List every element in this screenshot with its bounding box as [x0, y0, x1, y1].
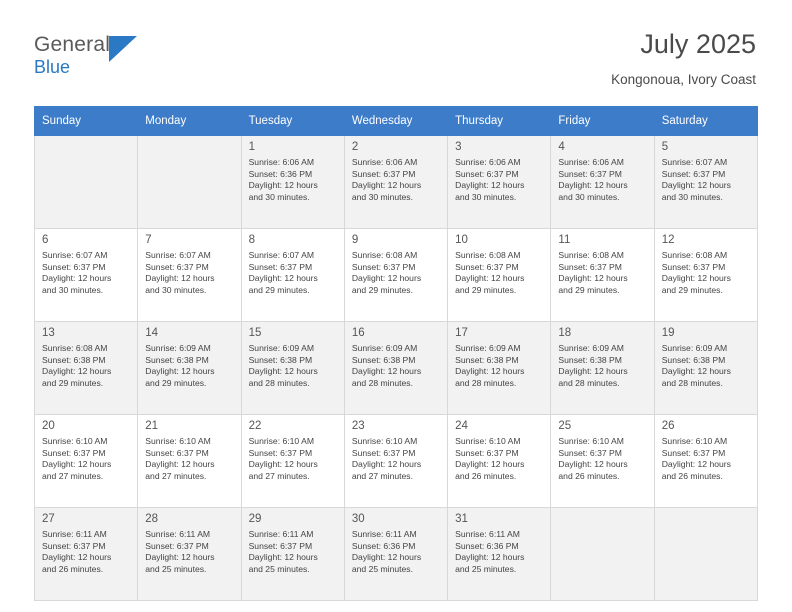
- day-detail-line: Daylight: 12 hours: [661, 180, 731, 191]
- day-details: [42, 529, 131, 575]
- day-detail-line: Sunset: 6:37 PM: [42, 540, 106, 551]
- day-number: 7: [145, 234, 152, 246]
- day-detail-line: Sunrise: 6:07 AM: [661, 157, 728, 167]
- day-detail-line: and 28 minutes.: [455, 377, 517, 388]
- calendar-day-cell[interactable]: [654, 322, 757, 415]
- calendar-week-row: [35, 136, 758, 229]
- day-number: 17: [455, 327, 468, 339]
- day-detail-line: Daylight: 12 hours: [455, 552, 525, 563]
- day-detail-line: Sunrise: 6:08 AM: [42, 343, 108, 353]
- day-detail-line: Sunrise: 6:10 AM: [248, 436, 315, 446]
- day-details: [145, 436, 234, 482]
- day-detail-line: Sunrise: 6:11 AM: [248, 529, 314, 539]
- day-number: 30: [351, 513, 365, 525]
- day-detail-line: Daylight: 12 hours: [248, 459, 318, 470]
- weekday-header-thursday: Thursday: [448, 107, 551, 136]
- calendar-empty-cell: [35, 136, 138, 229]
- calendar-day-cell[interactable]: [551, 415, 654, 508]
- day-detail-line: Sunset: 6:37 PM: [351, 261, 416, 272]
- calendar-empty-cell: [138, 136, 241, 229]
- day-detail-line: Sunset: 6:37 PM: [248, 540, 313, 551]
- day-detail-line: Sunset: 6:37 PM: [248, 261, 313, 272]
- day-detail-line: Daylight: 12 hours: [351, 273, 422, 284]
- day-details: [662, 436, 751, 482]
- weekday-header-monday: Monday: [138, 107, 241, 136]
- day-detail-line: Sunset: 6:37 PM: [455, 168, 519, 179]
- day-details: [249, 157, 338, 203]
- day-detail-line: Daylight: 12 hours: [558, 273, 628, 284]
- day-details: [352, 529, 441, 575]
- day-detail-line: Daylight: 12 hours: [661, 273, 731, 284]
- calendar-day-cell[interactable]: [241, 322, 344, 415]
- day-detail-line: and 30 minutes.: [42, 284, 104, 295]
- day-detail-line: Sunrise: 6:09 AM: [248, 343, 315, 353]
- logo-text-general: General: [34, 33, 111, 56]
- weekday-header-sunday: Sunday: [35, 107, 138, 136]
- day-details: [455, 436, 544, 482]
- day-detail-line: and 29 minutes.: [145, 377, 207, 388]
- day-number: 22: [248, 420, 262, 432]
- day-detail-line: Sunrise: 6:08 AM: [558, 250, 624, 260]
- day-number: 27: [42, 513, 55, 525]
- day-detail-line: Daylight: 12 hours: [42, 459, 112, 470]
- day-detail-line: Sunrise: 6:07 AM: [145, 250, 211, 260]
- calendar-day-cell[interactable]: [138, 508, 241, 601]
- day-details: [558, 157, 647, 203]
- day-detail-line: Sunset: 6:37 PM: [661, 261, 726, 272]
- day-number: 12: [661, 234, 675, 246]
- day-details: [455, 529, 544, 575]
- day-detail-line: and 29 minutes.: [351, 284, 413, 295]
- calendar-day-cell[interactable]: [654, 136, 757, 229]
- day-detail-line: Sunset: 6:37 PM: [661, 447, 726, 458]
- day-details: [249, 343, 338, 389]
- day-detail-line: Daylight: 12 hours: [145, 366, 215, 377]
- day-detail-line: Daylight: 12 hours: [42, 273, 112, 284]
- day-details: [352, 157, 441, 203]
- day-number: 21: [145, 420, 159, 432]
- day-detail-line: Daylight: 12 hours: [558, 459, 628, 470]
- calendar-day-cell[interactable]: [551, 322, 654, 415]
- day-details: [455, 250, 544, 296]
- day-detail-line: Sunset: 6:37 PM: [145, 540, 209, 551]
- day-details: [455, 343, 544, 389]
- day-detail-line: and 27 minutes.: [42, 470, 104, 481]
- day-detail-line: and 26 minutes.: [661, 470, 723, 481]
- day-detail-line: Sunset: 6:37 PM: [351, 447, 416, 458]
- day-number: 15: [248, 327, 262, 339]
- calendar-day-cell[interactable]: [448, 415, 551, 508]
- calendar-week-row: [35, 322, 758, 415]
- day-detail-line: Sunrise: 6:10 AM: [661, 436, 728, 446]
- day-detail-line: Sunset: 6:38 PM: [558, 354, 622, 365]
- day-detail-line: and 30 minutes.: [455, 191, 517, 202]
- day-detail-line: and 26 minutes.: [558, 470, 620, 481]
- day-detail-line: Sunset: 6:37 PM: [145, 261, 209, 272]
- day-detail-line: Daylight: 12 hours: [558, 366, 628, 377]
- day-detail-line: Sunset: 6:38 PM: [661, 354, 726, 365]
- day-detail-line: Sunrise: 6:09 AM: [145, 343, 211, 353]
- day-detail-line: Sunrise: 6:06 AM: [558, 157, 624, 167]
- day-detail-line: Sunrise: 6:07 AM: [42, 250, 108, 260]
- day-detail-line: Sunset: 6:37 PM: [42, 447, 106, 458]
- day-detail-line: Sunset: 6:38 PM: [351, 354, 416, 365]
- day-number: 25: [558, 420, 572, 432]
- day-detail-line: Daylight: 12 hours: [455, 180, 525, 191]
- day-detail-line: Sunrise: 6:11 AM: [351, 529, 417, 539]
- title-block: [611, 28, 758, 87]
- calendar-day-cell[interactable]: [35, 322, 138, 415]
- day-detail-line: and 27 minutes.: [351, 470, 413, 481]
- day-detail-line: Sunrise: 6:09 AM: [455, 343, 521, 353]
- day-detail-line: Sunset: 6:37 PM: [42, 261, 106, 272]
- day-detail-line: Sunrise: 6:11 AM: [145, 529, 211, 539]
- day-details: [42, 343, 131, 389]
- calendar-day-cell[interactable]: [344, 322, 447, 415]
- calendar-week-row: [35, 229, 758, 322]
- day-details: [352, 250, 441, 296]
- day-detail-line: Sunrise: 6:08 AM: [455, 250, 521, 260]
- day-number: 2: [351, 141, 359, 153]
- calendar-day-cell[interactable]: [138, 415, 241, 508]
- day-detail-line: Daylight: 12 hours: [248, 273, 318, 284]
- day-detail-line: Sunrise: 6:08 AM: [661, 250, 728, 260]
- day-detail-line: Sunrise: 6:09 AM: [351, 343, 418, 353]
- calendar-day-cell[interactable]: [448, 322, 551, 415]
- day-details: [455, 157, 544, 203]
- day-details: [558, 343, 647, 389]
- day-details: [662, 343, 751, 389]
- day-detail-line: Daylight: 12 hours: [455, 366, 525, 377]
- day-number: 11: [558, 234, 571, 246]
- weekday-header-friday: Friday: [551, 107, 654, 136]
- day-details: [249, 436, 338, 482]
- day-detail-line: Sunset: 6:37 PM: [248, 447, 313, 458]
- day-detail-line: Daylight: 12 hours: [248, 552, 318, 563]
- day-detail-line: Daylight: 12 hours: [351, 180, 422, 191]
- day-detail-line: and 25 minutes.: [248, 563, 310, 574]
- day-detail-line: and 28 minutes.: [558, 377, 620, 388]
- calendar-day-cell[interactable]: [241, 508, 344, 601]
- day-details: [42, 250, 131, 296]
- day-detail-line: Sunrise: 6:11 AM: [455, 529, 520, 539]
- calendar-day-cell[interactable]: [551, 229, 654, 322]
- day-number: 3: [455, 141, 462, 153]
- day-detail-line: Sunrise: 6:10 AM: [351, 436, 418, 446]
- day-detail-line: Sunrise: 6:10 AM: [42, 436, 108, 446]
- day-details: [145, 529, 234, 575]
- day-detail-line: Sunset: 6:36 PM: [248, 168, 313, 179]
- day-detail-line: Daylight: 12 hours: [42, 366, 112, 377]
- day-detail-line: Sunset: 6:37 PM: [351, 168, 416, 179]
- day-detail-line: and 25 minutes.: [455, 563, 517, 574]
- day-detail-line: and 30 minutes.: [661, 191, 723, 202]
- day-detail-line: Daylight: 12 hours: [455, 273, 525, 284]
- day-detail-line: Sunset: 6:37 PM: [661, 168, 726, 179]
- day-detail-line: and 25 minutes.: [145, 563, 207, 574]
- calendar-day-cell[interactable]: [344, 136, 447, 229]
- day-number: 23: [351, 420, 365, 432]
- calendar-day-cell[interactable]: [448, 136, 551, 229]
- day-number: 14: [145, 327, 159, 339]
- day-detail-line: Sunrise: 6:10 AM: [145, 436, 211, 446]
- calendar-empty-cell: [654, 508, 757, 601]
- calendar-day-cell[interactable]: [654, 229, 757, 322]
- day-detail-line: Daylight: 12 hours: [558, 180, 628, 191]
- weekday-header-tuesday: Tuesday: [241, 107, 344, 136]
- day-detail-line: and 29 minutes.: [42, 377, 104, 388]
- day-detail-line: Daylight: 12 hours: [145, 273, 215, 284]
- day-detail-line: Sunrise: 6:06 AM: [248, 157, 315, 167]
- day-number: 26: [661, 420, 675, 432]
- day-detail-line: Sunset: 6:37 PM: [558, 447, 622, 458]
- day-detail-line: Sunset: 6:37 PM: [455, 447, 519, 458]
- day-number: 19: [661, 327, 675, 339]
- day-detail-line: and 29 minutes.: [455, 284, 517, 295]
- day-number: 1: [248, 141, 255, 153]
- day-detail-line: and 26 minutes.: [455, 470, 517, 481]
- day-detail-line: Sunset: 6:37 PM: [558, 168, 622, 179]
- day-detail-line: Sunset: 6:38 PM: [42, 354, 106, 365]
- day-detail-line: Daylight: 12 hours: [351, 552, 422, 563]
- day-number: 16: [351, 327, 365, 339]
- day-details: [352, 436, 441, 482]
- day-detail-line: Sunset: 6:38 PM: [248, 354, 313, 365]
- page-header: [34, 28, 758, 96]
- day-detail-line: Sunrise: 6:06 AM: [351, 157, 418, 167]
- day-detail-line: and 30 minutes.: [145, 284, 207, 295]
- day-details: [352, 343, 441, 389]
- day-details: [42, 436, 131, 482]
- day-number: 31: [455, 513, 468, 525]
- day-detail-line: Daylight: 12 hours: [145, 459, 215, 470]
- day-detail-line: Daylight: 12 hours: [351, 366, 422, 377]
- calendar-week-row: [35, 415, 758, 508]
- day-detail-line: Sunset: 6:36 PM: [455, 540, 519, 551]
- calendar-day-cell[interactable]: [448, 508, 551, 601]
- day-number: 24: [455, 420, 468, 432]
- day-number: 18: [558, 327, 572, 339]
- day-detail-line: Daylight: 12 hours: [351, 459, 422, 470]
- weekday-header-row: [35, 107, 758, 136]
- day-details: [558, 436, 647, 482]
- day-detail-line: and 28 minutes.: [661, 377, 723, 388]
- day-detail-line: Daylight: 12 hours: [661, 366, 731, 377]
- day-detail-line: and 29 minutes.: [248, 284, 310, 295]
- day-details: [249, 529, 338, 575]
- day-number: 13: [42, 327, 55, 339]
- day-detail-line: Daylight: 12 hours: [455, 459, 525, 470]
- calendar-day-cell[interactable]: [138, 229, 241, 322]
- calendar-day-cell[interactable]: [35, 229, 138, 322]
- day-detail-line: and 26 minutes.: [42, 563, 104, 574]
- day-number: 29: [248, 513, 262, 525]
- calendar-day-cell[interactable]: [551, 136, 654, 229]
- day-detail-line: Sunset: 6:38 PM: [145, 354, 209, 365]
- day-number: 20: [42, 420, 55, 432]
- calendar-day-cell[interactable]: [344, 415, 447, 508]
- day-details: [662, 250, 751, 296]
- day-detail-line: and 30 minutes.: [558, 191, 620, 202]
- weekday-header-saturday: Saturday: [654, 107, 757, 136]
- day-detail-line: Sunrise: 6:10 AM: [558, 436, 624, 446]
- day-number: 28: [145, 513, 159, 525]
- calendar-day-cell[interactable]: [241, 415, 344, 508]
- day-detail-line: Sunrise: 6:08 AM: [351, 250, 418, 260]
- day-detail-line: and 29 minutes.: [558, 284, 620, 295]
- day-detail-line: Sunrise: 6:11 AM: [42, 529, 107, 539]
- calendar-day-cell[interactable]: [344, 229, 447, 322]
- day-number: 6: [42, 234, 49, 246]
- day-number: 4: [558, 141, 565, 153]
- day-detail-line: and 28 minutes.: [248, 377, 310, 388]
- day-number: 9: [351, 234, 359, 246]
- day-detail-line: and 27 minutes.: [145, 470, 207, 481]
- weekday-header-wednesday: Wednesday: [344, 107, 447, 136]
- day-detail-line: Daylight: 12 hours: [145, 552, 215, 563]
- day-details: [145, 343, 234, 389]
- day-detail-line: and 30 minutes.: [248, 191, 310, 202]
- calendar-day-cell[interactable]: [35, 415, 138, 508]
- day-details: [145, 250, 234, 296]
- day-detail-line: and 27 minutes.: [248, 470, 310, 481]
- day-detail-line: Daylight: 12 hours: [248, 366, 318, 377]
- day-detail-line: Sunrise: 6:07 AM: [248, 250, 315, 260]
- day-detail-line: Sunrise: 6:09 AM: [661, 343, 728, 353]
- day-detail-line: and 30 minutes.: [351, 191, 413, 202]
- day-detail-line: Daylight: 12 hours: [661, 459, 731, 470]
- day-detail-line: Sunset: 6:37 PM: [558, 261, 622, 272]
- day-details: [249, 250, 338, 296]
- brand-logo: [34, 28, 164, 77]
- calendar-day-cell[interactable]: [344, 508, 447, 601]
- day-detail-line: Sunrise: 6:06 AM: [455, 157, 521, 167]
- day-detail-line: and 28 minutes.: [351, 377, 413, 388]
- day-detail-line: Sunrise: 6:10 AM: [455, 436, 521, 446]
- day-details: [662, 157, 751, 203]
- day-number: 5: [661, 141, 669, 153]
- calendar-day-cell[interactable]: [448, 229, 551, 322]
- calendar-empty-cell: [551, 508, 654, 601]
- location-subtitle: Kongonoua, Ivory Coast: [611, 72, 756, 87]
- day-number: 8: [248, 234, 255, 246]
- triangle-icon: [109, 36, 137, 62]
- day-detail-line: and 25 minutes.: [351, 563, 413, 574]
- day-detail-line: Sunset: 6:37 PM: [455, 261, 519, 272]
- calendar-day-cell[interactable]: [241, 229, 344, 322]
- day-detail-line: Daylight: 12 hours: [42, 552, 112, 563]
- day-detail-line: Sunset: 6:36 PM: [351, 540, 416, 551]
- day-detail-line: and 29 minutes.: [661, 284, 723, 295]
- day-detail-line: Sunrise: 6:09 AM: [558, 343, 624, 353]
- calendar-day-cell[interactable]: [35, 508, 138, 601]
- calendar-week-row: [35, 508, 758, 601]
- page-title: July 2025: [640, 29, 756, 59]
- day-detail-line: Daylight: 12 hours: [248, 180, 318, 191]
- day-detail-line: Sunset: 6:38 PM: [455, 354, 519, 365]
- day-number: 10: [455, 234, 468, 246]
- calendar-table: [34, 106, 758, 601]
- day-details: [558, 250, 647, 296]
- calendar-day-cell[interactable]: [241, 136, 344, 229]
- calendar-body: [35, 136, 758, 601]
- logo-text-blue: Blue: [34, 57, 71, 77]
- calendar-day-cell[interactable]: [138, 322, 241, 415]
- calendar-day-cell[interactable]: [654, 415, 757, 508]
- day-detail-line: Sunset: 6:37 PM: [145, 447, 209, 458]
